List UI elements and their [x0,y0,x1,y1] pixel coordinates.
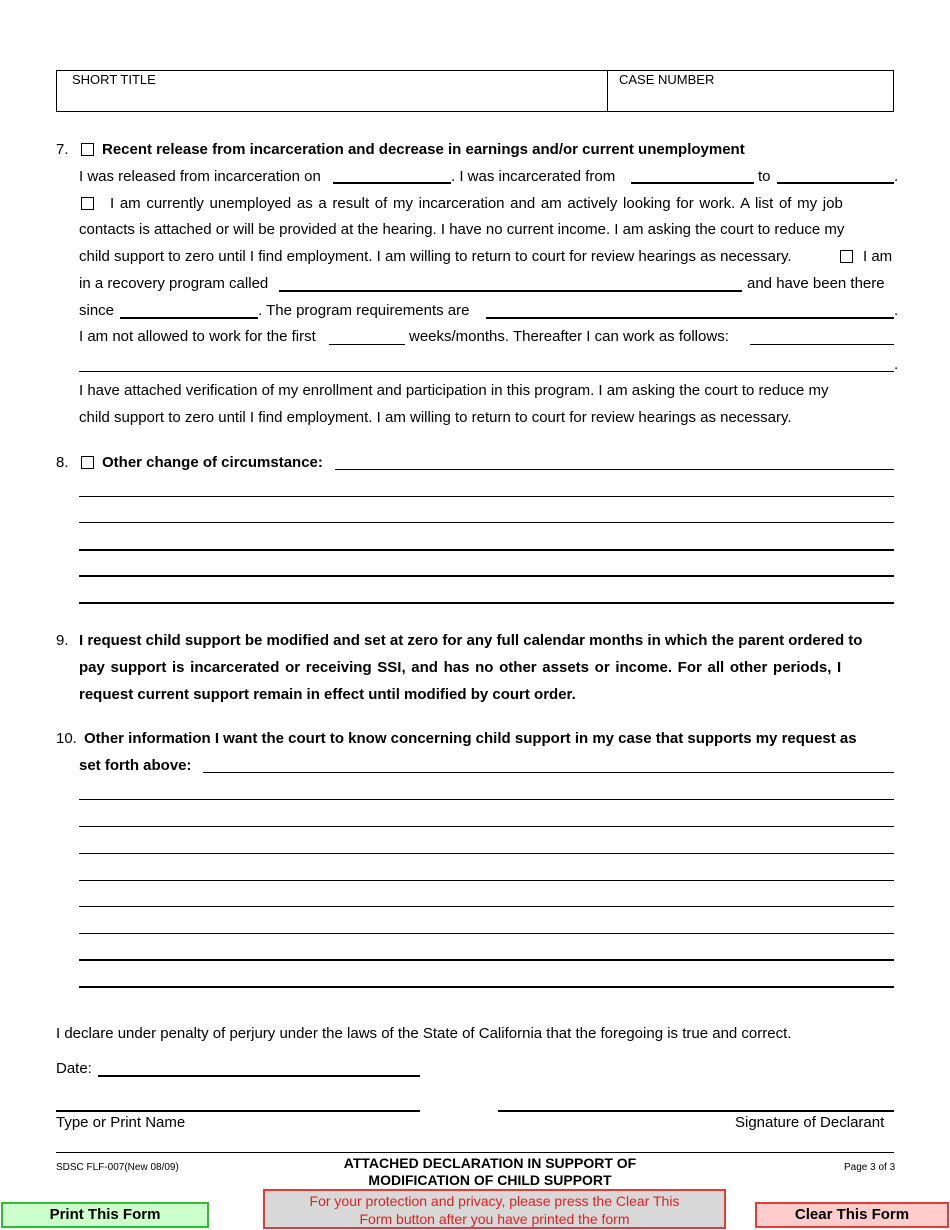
signature-label: Signature of Declarant [735,1114,885,1131]
other-info-line[interactable] [79,853,894,854]
item-8-checkbox[interactable] [81,456,94,469]
item-9-number: 9. [56,632,69,649]
clear-form-button[interactable]: Clear This Form [755,1202,949,1228]
recovery-program-checkbox[interactable] [840,250,853,263]
item-7-number: 7. [56,141,69,158]
weeks-field[interactable] [329,344,405,345]
weeks-label: weeks/months. Thereafter I can work as follows: [409,328,729,345]
item-9-line-1: I request child support be modified and set at zero for any full calendar months in which the parent ordered to [79,632,863,649]
signature-field[interactable] [498,1110,894,1112]
circumstance-line[interactable] [79,496,894,497]
unemployed-line-1: I am currently unemployed as a result of my incarceration and am actively looking for work. A list of my job [110,195,843,212]
other-info-line[interactable] [79,826,894,827]
unemployed-line-2: contacts is attached or will be provided at the hearing. I have no current income. I am asking the court to reduce my [79,221,845,238]
work-as-follows-field[interactable] [750,344,894,345]
verification-line-2: child support to zero until I find employment. I am willing to return to court for review hearings as necessary. [79,409,792,426]
item-8-number: 8. [56,454,69,471]
incarcerated-from-label: . I was incarcerated from [451,168,616,185]
item-7-heading: Recent release from incarceration and decrease in earnings and/or current unemployment [102,141,745,158]
privacy-notice-line-1: For your protection and privacy, please press the Clear This [309,1193,680,1209]
period-3: . [894,356,899,373]
print-name-field[interactable] [56,1110,420,1112]
other-info-line[interactable] [79,959,894,961]
caption-divider [607,71,608,111]
been-there-label: and have been there [747,275,885,292]
release-date-field[interactable] [333,182,451,184]
page-number: Page 3 of 3 [844,1162,896,1173]
footer-rule [56,1152,894,1153]
since-label: since [79,302,115,319]
form-title [300,1155,680,1189]
case-number-label: CASE NUMBER [619,72,715,87]
other-info-line[interactable] [79,906,894,907]
circumstance-line[interactable] [79,522,894,523]
to-label: to [758,168,771,185]
print-form-button[interactable]: Print This Form [1,1202,209,1228]
perjury-declaration: I declare under penalty of perjury under the laws of the State of California that the foregoing is true and correct. [56,1025,792,1042]
released-on-label: I was released from incarceration on [79,168,321,185]
recovery-program-field[interactable] [279,290,742,292]
privacy-notice-line-2: Form button after you have printed the form [359,1211,630,1227]
not-allowed-label: I am not allowed to work for the first [79,328,316,345]
circumstance-line[interactable] [79,575,894,577]
item-8-heading: Other change of circumstance: [102,454,323,471]
period-2: . [894,302,899,319]
requirements-label: . The program requirements are [258,302,470,319]
other-info-line[interactable] [79,986,894,988]
item-7-checkbox[interactable] [81,143,94,156]
since-date-field[interactable] [120,317,258,319]
date-label: Date: [56,1060,92,1077]
form-id: SDSC FLF-007(New 08/09) [56,1162,179,1173]
period-1: . [894,168,899,185]
recovery-program-label: in a recovery program called [79,275,269,292]
other-info-line[interactable] [203,772,894,773]
unemployed-line-3: child support to zero until I find employment. I am willing to return to court for review hearings as necessary. [79,248,792,265]
circumstance-line[interactable] [79,602,894,604]
form-title-line-2: MODIFICATION OF CHILD SUPPORT [368,1172,612,1188]
form-title-line-1: ATTACHED DECLARATION IN SUPPORT OF [343,1155,637,1171]
other-info-line[interactable] [79,880,894,881]
item-9-line-3: request current support remain in effect until modified by court order. [79,686,576,703]
caption-box [56,70,894,112]
item-10-number: 10. [56,730,77,747]
date-field[interactable] [98,1075,420,1077]
print-name-label: Type or Print Name [56,1114,186,1131]
work-as-follows-field-2[interactable] [79,371,894,372]
privacy-notice [263,1189,726,1229]
i-am-label: I am [863,248,893,265]
short-title-label: SHORT TITLE [72,72,156,87]
requirements-field[interactable] [486,317,894,319]
incarcerated-to-field[interactable] [777,182,894,184]
other-info-line[interactable] [79,933,894,934]
item-10-line-2: set forth above: [79,757,192,774]
item-10-line-1: Other information I want the court to know concerning child support in my case that supports my request as [84,730,857,747]
circumstance-line[interactable] [79,549,894,551]
incarcerated-from-field[interactable] [631,182,754,184]
other-info-line[interactable] [79,799,894,800]
circumstance-line[interactable] [335,469,894,470]
item-9-line-2: pay support is incarcerated or receiving SSI, and has no other assets or income. For all other periods, I [79,659,842,676]
verification-line-1: I have attached verification of my enrollment and participation in this program. I am asking the court to reduce my [79,382,829,399]
unemployed-checkbox[interactable] [81,197,94,210]
